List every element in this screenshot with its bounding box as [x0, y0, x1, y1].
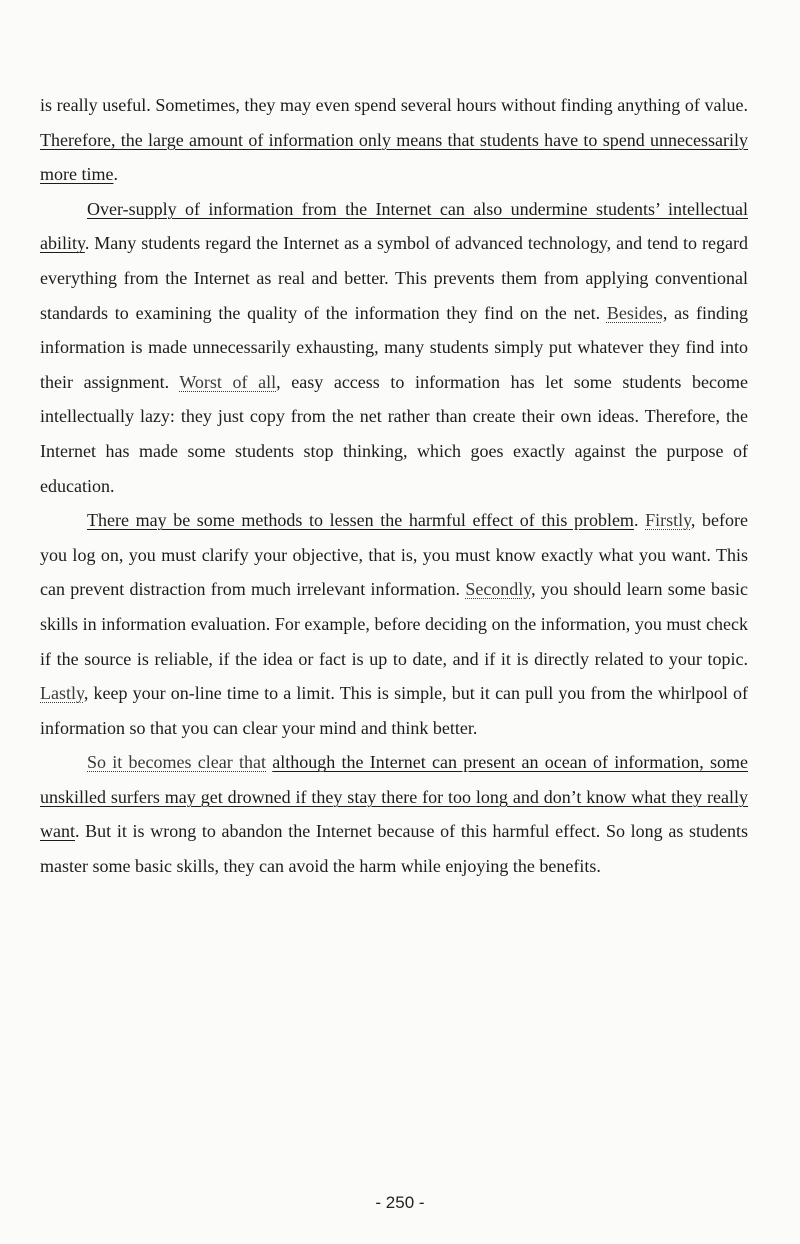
paragraph-4 [40, 745, 748, 883]
text-run: , you should learn some basic skills in information evaluation. For example, before deciding on the information, you must check if the source is reliable, if the idea or fact is up to date, and if it is directly related to your topic. [40, 579, 748, 669]
underlined-sentence: although the Internet can present an ocean of information, some unskilled surfers may get drowned if they stay there for too long and don’t know what they really want [40, 752, 748, 842]
text-run: is really useful. Sometimes, they may even spend several hours without finding anything of value. [40, 95, 748, 115]
text-run: . [113, 164, 118, 185]
text-run: , easy access to information has let some students become intellectually lazy: they just copy from the net rather than create their own ideas. Therefore, the Internet has made some students stop thinking, which goes exactly against the purpose of education. [40, 371, 748, 496]
underlined-sentence: Over-supply of information from the Internet can also undermine students’ intellectual ability [40, 198, 748, 254]
transition-word: Firstly [645, 510, 691, 531]
transition-word: Besides [606, 302, 663, 323]
page-number: - 250 - [375, 1193, 425, 1212]
text-run: . Many students regard the Internet as a symbol of advanced technology, and tend to regard everything from the Internet as real and better. This prevents them from applying conventional standards to examining the quality of the information they find on the net. [40, 233, 748, 323]
transition-word: Worst of all [179, 371, 277, 392]
paragraph-2 [40, 192, 748, 503]
text-run: , before you log on, you must clarify your objective, that is, you must know exactly what you want. This can prevent distraction from much irrelevant information. [40, 510, 748, 600]
paragraph-1 [40, 88, 748, 192]
text-run: , as finding information is made unnecessarily exhausting, many students simply put whatever they find into their assignment. [40, 302, 748, 392]
paragraph-3 [40, 503, 748, 745]
text-run: , keep your on-line time to a limit. This is simple, but it can pull you from the whirlpool of information so that you can clear your mind and think better. [40, 683, 748, 738]
transition-word: Secondly [465, 579, 532, 600]
text-run: . [633, 510, 646, 531]
underlined-sentence: Therefore, the large amount of information only means that students have to spend unnecessarily more time [40, 129, 748, 185]
underlined-sentence: There may be some methods to lessen the harmful effect of this problem [87, 510, 634, 531]
transition-word: So it becomes clear that [87, 752, 266, 773]
transition-word: Lastly [40, 683, 84, 704]
text-run: . But it is wrong to abandon the Internet because of this harmful effect. So long as students master some basic skills, they can avoid the harm while enjoying the benefits. [40, 821, 748, 877]
essay-body [40, 88, 748, 884]
